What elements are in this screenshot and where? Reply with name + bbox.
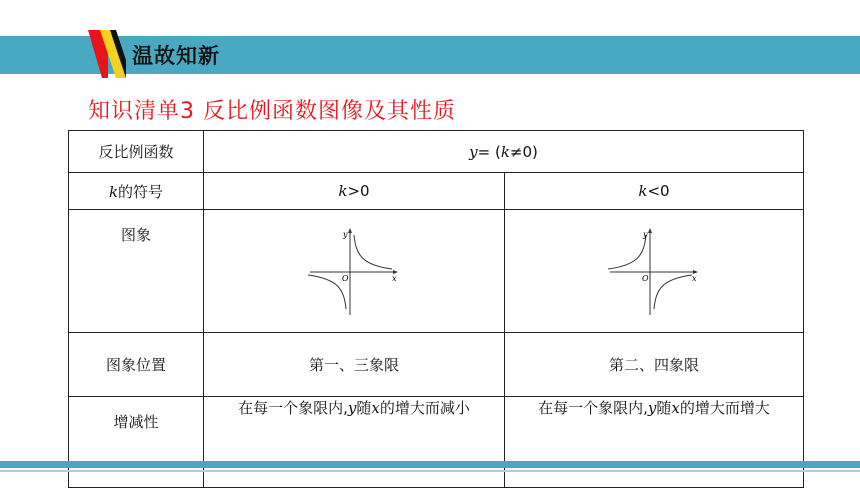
table-row: [69, 397, 804, 488]
sign-label-text: 的符号: [118, 182, 164, 201]
formula-cond: ≠0): [509, 142, 538, 161]
pos-k-var: k: [338, 182, 348, 200]
formula-cell: [204, 131, 804, 173]
sign-k: k: [108, 182, 119, 201]
formula-cond-open: (: [494, 142, 501, 161]
table-row: [69, 131, 804, 173]
pos-graph-cell: [204, 210, 505, 333]
table-row: [69, 173, 804, 210]
pos-k-rel: >0: [347, 182, 370, 200]
neg-graph-cell: [505, 210, 804, 333]
row-label-graph: 图象: [69, 210, 204, 333]
x-axis-label: x: [392, 274, 397, 283]
pos-mono-mid: 随: [356, 399, 372, 417]
hyperbola-q1-q3-graph: [306, 225, 402, 317]
neg-k-cell: [505, 173, 804, 210]
neg-k-var: k: [638, 182, 648, 200]
y-axis-label: y: [343, 230, 348, 239]
pos-mono-post: 的增大而减小: [379, 399, 470, 417]
header-band: [0, 36, 860, 74]
pos-k-cell: [204, 173, 505, 210]
properties-table: [68, 130, 804, 488]
x-axis-label: x: [692, 274, 697, 283]
row-label-position: 图象位置: [69, 333, 204, 397]
footer-band: [0, 461, 860, 468]
table-row: [69, 333, 804, 397]
row-label-formula: 反比例函数: [69, 131, 204, 173]
neg-mono-cell: [505, 397, 804, 488]
pos-mono-cell: [204, 397, 505, 488]
neg-mono-y: y: [647, 399, 657, 417]
pos-mono-x: x: [371, 399, 380, 417]
footer-line: [0, 470, 860, 472]
section-title: 知识清单3 反比例函数图像及其性质: [88, 99, 456, 124]
origin-label: O: [342, 274, 349, 283]
pos-mono-y: y: [347, 399, 357, 417]
formula-k: k: [500, 142, 510, 161]
neg-position-cell: 第二、四象限: [505, 333, 804, 397]
hyperbola-q2-q4-graph: [606, 225, 702, 317]
neg-mono-x: x: [671, 399, 680, 417]
neg-k-rel: <0: [647, 182, 670, 200]
pos-position-cell: 第一、三象限: [204, 333, 505, 397]
origin-label: O: [642, 274, 649, 283]
y-axis-label: y: [643, 230, 648, 239]
neg-mono-mid: 随: [656, 399, 672, 417]
formula-eq: =: [477, 142, 495, 161]
pos-mono-pre: 在每一个象限内,: [238, 399, 348, 417]
row-label-sign: [69, 173, 204, 210]
neg-mono-pre: 在每一个象限内,: [538, 399, 648, 417]
formula-y: y: [469, 142, 478, 161]
row-label-monotonic: 增减性: [69, 397, 204, 488]
table-row: [69, 210, 804, 333]
header-title: 温故知新: [132, 44, 220, 68]
header-accent-icon: [86, 30, 126, 78]
neg-mono-post: 的增大而增大: [679, 399, 770, 417]
